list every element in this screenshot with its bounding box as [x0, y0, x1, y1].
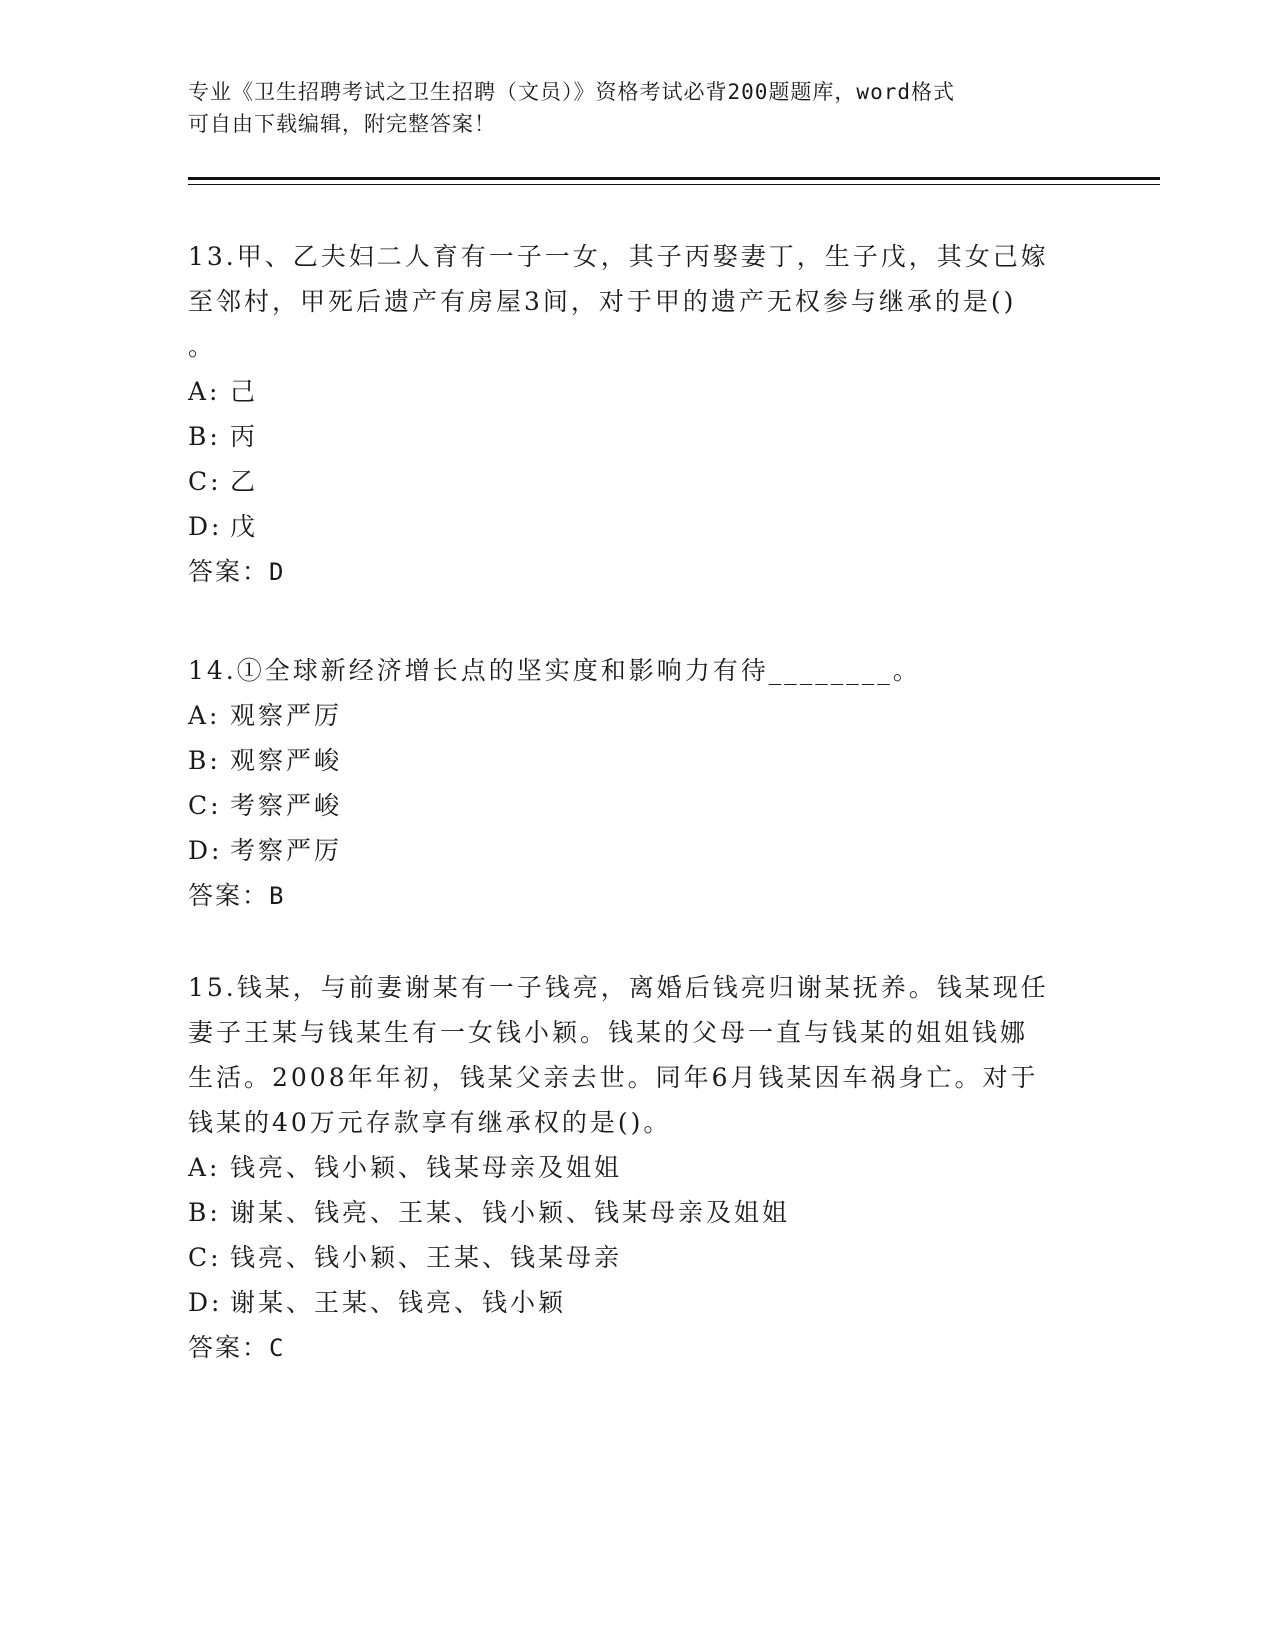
option-text: 观察严峻	[230, 746, 343, 775]
option-letter: C:	[188, 1243, 222, 1272]
option-text: 谢某、王某、钱亮、钱小颖	[230, 1288, 567, 1317]
option-d	[188, 828, 1088, 873]
answer-label: 答案：	[188, 557, 270, 586]
option-b	[188, 414, 1088, 459]
header-divider-thick	[188, 177, 1160, 180]
option-letter: B:	[188, 746, 221, 775]
option-letter: A:	[188, 1153, 221, 1182]
stem-line: 至邻村，甲死后遗产有房屋3间，对于甲的遗产无权参与继承的是()	[188, 287, 1017, 316]
stem-line: 妻子王某与钱某生有一女钱小颖。钱某的父母一直与钱某的姐姐钱娜	[188, 1018, 1029, 1047]
option-c	[188, 459, 1088, 504]
option-text: 考察严厉	[230, 836, 343, 865]
header-line-2: 可自由下载编辑，附完整答案！	[188, 112, 496, 136]
option-letter: B:	[188, 1198, 221, 1227]
option-c	[188, 783, 1088, 828]
option-letter: D:	[188, 836, 223, 865]
option-d	[188, 504, 1088, 549]
answer-value: B	[269, 882, 286, 910]
option-letter: D:	[188, 1288, 223, 1317]
header-line-1: 专业《卫生招聘考试之卫生招聘（文员）》资格考试必背200题题库，word格式	[188, 80, 955, 104]
option-text: 戊	[230, 512, 259, 541]
question-stem	[188, 648, 1088, 693]
answer-line	[188, 549, 1088, 595]
option-letter: B:	[188, 422, 221, 451]
option-letter: A:	[188, 701, 221, 730]
question-14	[188, 648, 1088, 919]
option-letter: C:	[188, 791, 222, 820]
option-text: 钱亮、钱小颖、王某、钱某母亲	[230, 1243, 623, 1272]
answer-label: 答案：	[188, 1333, 270, 1362]
option-text: 乙	[230, 467, 259, 496]
document-header	[188, 76, 1068, 140]
option-b	[188, 1190, 1088, 1235]
question-13	[188, 234, 1088, 595]
option-b	[188, 738, 1088, 783]
option-text: 己	[230, 377, 259, 406]
stem-line: 15.钱某，与前妻谢某有一子钱亮，离婚后钱亮归谢某抚养。钱某现任	[188, 973, 1049, 1002]
option-text: 谢某、钱亮、王某、钱小颖、钱某母亲及姐姐	[230, 1198, 791, 1227]
stem-line: 。	[188, 332, 217, 361]
answer-label: 答案：	[188, 881, 270, 910]
stem-line: 13.甲、乙夫妇二人育有一子一女，其子丙娶妻丁，生子戊，其女己嫁	[188, 242, 1049, 271]
answer-line	[188, 873, 1088, 919]
option-letter: C:	[188, 467, 222, 496]
stem-line: 14.①全球新经济增长点的坚实度和影响力有待________。	[188, 656, 921, 685]
option-text: 观察严厉	[230, 701, 343, 730]
option-text: 考察严峻	[230, 791, 343, 820]
answer-line	[188, 1325, 1088, 1371]
option-letter: A:	[188, 377, 221, 406]
option-a	[188, 369, 1088, 414]
answer-value: D	[269, 558, 286, 586]
option-text: 丙	[230, 422, 259, 451]
stem-line: 生活。2008年年初，钱某父亲去世。同年6月钱某因车祸身亡。对于	[188, 1063, 1039, 1092]
question-15	[188, 965, 1088, 1371]
option-c	[188, 1235, 1088, 1280]
option-d	[188, 1280, 1088, 1325]
stem-line: 钱某的40万元存款享有继承权的是()。	[188, 1108, 672, 1137]
question-stem	[188, 965, 1088, 1145]
question-stem	[188, 234, 1088, 369]
option-text: 钱亮、钱小颖、钱某母亲及姐姐	[230, 1153, 623, 1182]
option-letter: D:	[188, 512, 223, 541]
answer-value: C	[269, 1334, 286, 1362]
option-a	[188, 1145, 1088, 1190]
option-a	[188, 693, 1088, 738]
header-divider-thin	[188, 184, 1160, 185]
